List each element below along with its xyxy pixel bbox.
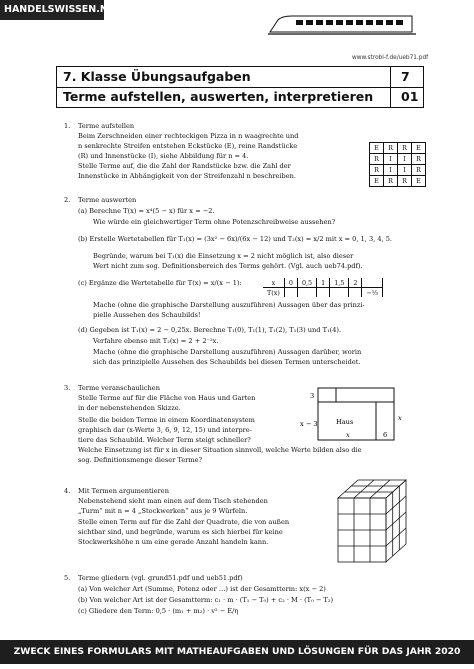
grid-cell: R [370,165,384,176]
table-cell: T(x) [263,288,284,298]
grid-cell: R [398,143,412,154]
task-text-line: pielle Aussehen des Schaubilds! [93,311,201,319]
task-text-line: n senkrechte Streifen entstehen Eckstücke (E), reine Randstücke [78,142,298,150]
task-text-line: in der nebenstehenden Skizze. [78,404,181,412]
table-cell: 0,5 [297,278,316,288]
table-cell [297,288,316,298]
task-text-line: Stelle einen Term auf für die Zahl der Quadrate, die von außen [78,518,290,526]
grid-cell: I [384,165,398,176]
grid-cell: E [412,176,426,187]
house-label: Haus [336,418,354,426]
grid-cell: I [384,154,398,165]
task-text-line: tiere das Schaubild. Welcher Term steigt schneller? [78,436,251,444]
task-text-line: (c) Ergänze die Wertetabelle für T(x) = x/(x − 1): [78,279,242,287]
task-text-line: (b) Erstelle Wertetabellen für T₁(x) = (3x² − 6x)/(6x − 12) und T₂(x) = x/2 mit x = 0, 1, 3, 4, 5. [78,235,393,243]
task-heading: Terme auswerten [78,196,137,204]
task-text-line: (d) Gegeben ist T₁(x) = 2 − 0,25x. Berechne T₁(0), T₁(1), T₁(2), T₁(3) und T₁(4). [78,326,342,334]
task-text-line: (c) Gliedere den Term: 0,5 · (m₁ + m₂) · v² − E/η [78,607,239,615]
table-cell: x [263,278,284,288]
task-heading: Mit Termen argumentieren [78,487,169,495]
task-text-line: Stelle Terme auf, die die Zahl der Randstücke bzw. die Zahl der [78,162,291,170]
task-text-line: Nebenstehend sieht man einen auf dem Tisch stehenden [78,497,268,505]
grid-cell: E [370,143,384,154]
task-heading: Terme veranschaulichen [78,384,160,392]
site-brand-label: HANDELSWISSEN.NET [0,0,104,20]
grid-cell: E [412,143,426,154]
grid-cell: R [412,154,426,165]
dimension-label: 3 [310,392,315,400]
title-row-2 [57,87,423,107]
grid-cell: R [384,176,398,187]
worksheet-title: 7. Klasse Übungsaufgaben [63,69,251,84]
grid-cell: E [370,176,384,187]
task-text-line: Wert nicht zum sog. Definitionsbereich des Terms gehört. (Vgl. auch ueb74.pdf). [93,262,363,270]
caption-banner: ZWECK EINES FORMULARS MIT MATHEAUFGABEN UND LÖSUNGEN FÜR DAS JAHR 2020 [0,640,474,664]
grid-cell: R [398,176,412,187]
task-text-line: Begründe, warum bei T₁(x) die Einsetzung x = 2 nicht möglich ist, also dieser [93,252,354,260]
task-text-line: (a) Von welcher Art (Summe, Potenz oder …) ist der Gesamtterm: x(x − 2) [78,585,326,593]
task-number: 4. [64,487,71,495]
task-text-line: Beim Zerschneiden einer rechteckigen Pizza in n waagrechte und [78,132,299,140]
train-icon [266,12,416,38]
title-row-1 [57,67,423,88]
task-text-line: (R) und Innenstücke (I), siehe Abbildung für n = 4. [78,152,249,160]
grid-cell: R [384,143,398,154]
grid-cell: I [398,165,412,176]
task-text-line: Wie würde ein gleichwertiger Term ohne Potenzschreibweise aussehen? [93,218,336,226]
task-text-line: Welche Einsetzung ist für x in dieser Situation sinnvoll, welche Werte bilden also die [78,446,362,454]
table-cell [284,288,297,298]
grid-cell: R [412,165,426,176]
task-text-line: sog. Definitionsmenge dieser Terme? [78,456,203,464]
task-number: 2. [64,196,71,204]
task-number: 5. [64,574,71,582]
title-box [56,66,424,108]
task-heading: Terme gliedern (vgl. grund51.pdf und ueb51.pdf) [78,574,243,582]
title-divider [390,67,391,107]
task-text-line: sich das prinzipielle Aussehen des Schaubilds bei diesen Termen unterscheidet. [93,358,361,366]
dimension-label: x − 3 [300,420,318,428]
pizza-grid [369,142,426,187]
cube-tower-drawing [336,476,412,568]
task-text-line: Verfahre ebenso mit T₂(x) = 2 + 2⁻²x. [93,337,219,345]
task-text-line: Stelle Terme auf für die Fläche von Haus und Garten [78,394,256,402]
dimension-label: x [346,431,350,439]
table-cell: 1 [317,278,330,288]
value-table [263,278,383,297]
grid-cell: I [398,154,412,165]
grid-cell: R [370,154,384,165]
task-text-line: Stockwerkshöhe n um eine gerade Anzahl handeln kann. [78,538,269,546]
task-text-line: (b) Von welcher Art ist der Gesamtterm: c₁ · m · (T₁ − T₀) + c₂ · M · (T₀ − T₂) [78,596,334,604]
table-cell: 2 [349,278,362,288]
grade-number: 7 [401,69,410,84]
task-number: 1. [64,122,71,130]
table-cell [330,288,349,298]
task-text-line: „Turm“ mit n = 4 „Stockwerken“ aus je 9 Würfeln. [78,507,248,515]
dimension-label: 6 [383,431,388,439]
task-text-line: Mache (ohne die graphische Darstellung auszuführen) Aussagen über das prinzi- [93,301,365,309]
task-text-line: graphisch dar (x-Werte 3, 6, 9, 12, 15) und interpre- [78,426,252,434]
source-url: www.strobl-f.de/ueb71.pdf [352,55,429,61]
task-heading: Terme aufstellen [78,122,135,130]
dimension-label: x [398,414,402,422]
house-garden-sketch [300,386,406,448]
task-number: 3. [64,384,71,392]
table-cell: −⅓ [362,288,383,298]
table-cell [349,288,362,298]
table-cell [317,288,330,298]
table-cell: 0 [284,278,297,288]
task-text-line: sichtbar sind, und begründe, warum es sich hierbei für keine [78,528,283,536]
table-cell [362,278,383,288]
task-text-line: Mache (ohne die graphische Darstellung auszuführen) Aussagen darüber, worin [93,348,362,356]
worksheet-subtitle: Terme aufstellen, auswerten, interpretieren [63,89,374,104]
task-text-line: (a) Berechne T(x) = x⁴(5 − x) für x = −2. [78,207,215,215]
table-cell: 1,5 [330,278,349,288]
task-text-line: Stelle die beiden Terme in einem Koordinatensystem [78,416,255,424]
sheet-number: 01 [401,89,419,104]
task-text-line: Innenstücke in Abhängigkeit von der Streifenzahl n beschreiben. [78,172,296,180]
